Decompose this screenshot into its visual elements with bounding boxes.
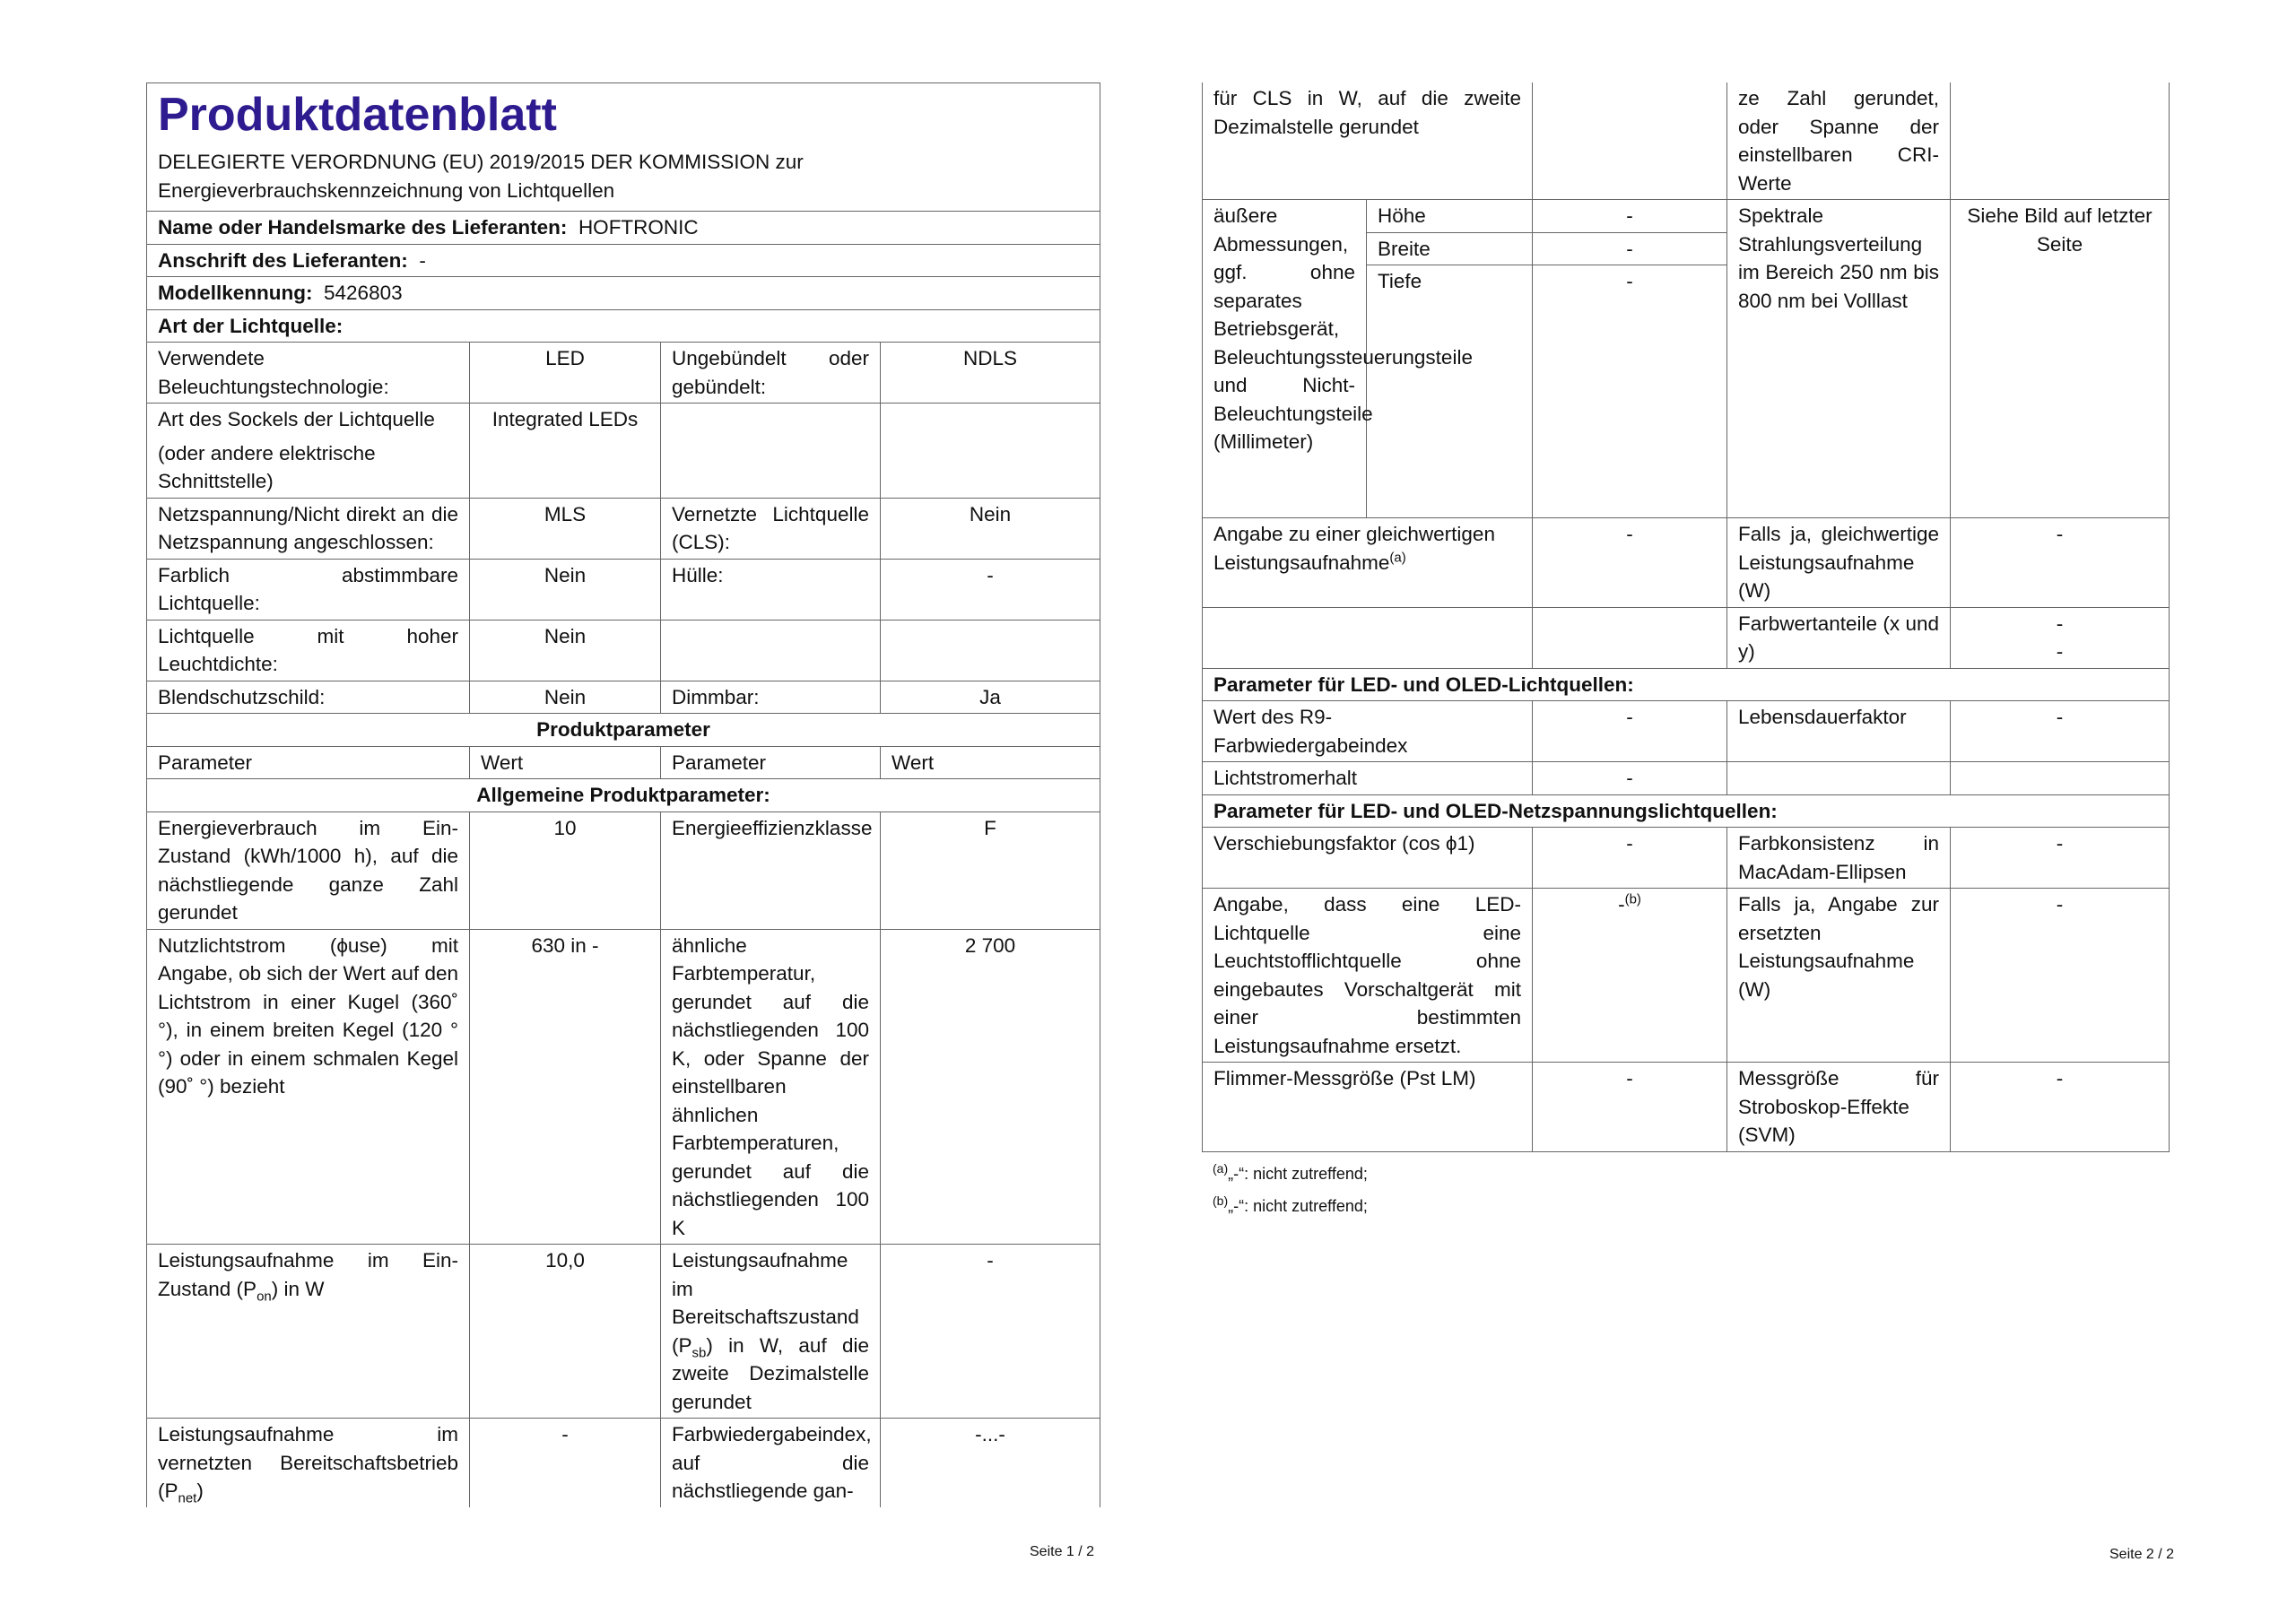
dimensions-label: äußere Abmessungen, ggf. ohne separates Betriebsgerät, Beleuchtungssteuerungsteile und Nicht-Beleuchtungsteile (Millimeter) — [1203, 200, 1367, 518]
mains-led-params-heading: Parameter für LED- und OLED-Netzspannungslichtquellen: — [1203, 794, 2170, 828]
led-params-heading: Parameter für LED- und OLED-Lichtquellen: — [1203, 668, 2170, 701]
page-title: Produktdatenblatt — [158, 89, 557, 141]
tech-value: LED — [470, 343, 661, 404]
column-header-value: Wert — [470, 746, 661, 779]
cct-value: 2 700 — [881, 929, 1100, 1245]
equivalent-power-value: - — [1533, 518, 1727, 608]
footnote-b: $^{(b)}$„-“: nicht zutreffend; — [1213, 1193, 1368, 1215]
useful-flux-value: 630 in - — [470, 929, 661, 1245]
flicker-label: Flimmer-Messgröße (Pst LM) — [1203, 1063, 1533, 1152]
supplier-row — [147, 212, 1100, 245]
mains-value: MLS — [470, 498, 661, 559]
survival-factor-label: Lebensdauerfaktor — [1727, 701, 1951, 762]
replaced-power-value: - — [1951, 889, 2170, 1063]
address-value: - — [419, 248, 426, 272]
page-1 — [146, 82, 1100, 1507]
empty-cell — [1951, 82, 2170, 200]
empty-cell — [1533, 82, 1727, 200]
mains-label: Netzspannung/Nicht direkt an die Netzspannung angeschlossen: — [147, 498, 470, 559]
equivalent-power-yes-value: - — [1951, 518, 2170, 608]
page-2 — [1202, 82, 2169, 1222]
address-row — [147, 244, 1100, 277]
stroboscopic-value: - — [1951, 1063, 2170, 1152]
product-sheet-table-page-2 — [1202, 82, 2170, 1152]
tech-label: Verwendete Beleuchtungstechnologie: — [147, 343, 470, 404]
empty-cell — [661, 404, 881, 499]
r9-label: Wert des R9-Farbwiedergabeindex — [1203, 701, 1533, 762]
tunable-value: Nein — [470, 559, 661, 620]
cls-label: Vernetzte Lichtquelle (CLS): — [661, 498, 881, 559]
footnote-a: $^{(a)}$„-“: nicht zutreffend; — [1213, 1160, 1368, 1183]
empty-cell — [1203, 607, 1533, 668]
equivalent-power-yes-label: Falls ja, gleichwertige Leistungsaufnahme (W) — [1727, 518, 1951, 608]
networked-standby-value: - — [470, 1419, 661, 1507]
height-label: Höhe — [1367, 200, 1533, 233]
high-luminance-label: Lichtquelle mit hoher Leuchtdichte: — [147, 620, 470, 681]
empty-cell — [1727, 762, 1951, 795]
cri-label: Farbwiedergabeindex, auf die nächstliegende gan- — [661, 1419, 881, 1507]
height-value: - — [1533, 200, 1727, 233]
r9-value: - — [1533, 701, 1727, 762]
column-header-parameter: Parameter — [147, 746, 470, 779]
dls-label: Ungebündelt oder gebündelt: — [661, 343, 881, 404]
lumen-maintenance-value: - — [1533, 762, 1727, 795]
column-header-parameter: Parameter — [661, 746, 881, 779]
model-label: Modellkennung: — [158, 282, 313, 304]
energy-consumption-label: Energieverbrauch im Ein-Zustand (kWh/1000 h), auf die nächstliegende ganze Zahl gerundet — [147, 812, 470, 929]
empty-cell — [1951, 762, 2170, 795]
column-header-value: Wert — [881, 746, 1100, 779]
tunable-label: Farblich abstimmbare Lichtquelle: — [147, 559, 470, 620]
displacement-factor-value: - — [1533, 828, 1727, 889]
envelope-value: - — [881, 559, 1100, 620]
energy-consumption-value: 10 — [470, 812, 661, 929]
fluorescent-replacement-value: -$^{(b)}$ — [1533, 889, 1727, 1063]
on-mode-power-value: 10,0 — [470, 1245, 661, 1419]
flicker-value: - — [1533, 1063, 1727, 1152]
cri-continued: ze Zahl gerundet, oder Spanne der einstellbaren CRI-Werte — [1727, 82, 1951, 200]
spectral-value: Siehe Bild auf letzter Seite — [1951, 200, 2170, 518]
empty-cell — [1533, 607, 1727, 668]
networked-standby-label: Leistungsaufnahme im vernetzten Bereitschaftsbetrieb $(P_{net})$ — [147, 1419, 470, 1507]
dimmable-label: Dimmbar: — [661, 681, 881, 714]
type-heading: Art der Lichtquelle: — [147, 309, 1100, 343]
dimmable-value: Ja — [881, 681, 1100, 714]
general-params-heading: Allgemeine Produktparameter: — [147, 779, 1100, 812]
equivalent-power-label: Angabe zu einer gleichwertigen Leistungsaufnahme$^{(a)}$ — [1203, 518, 1533, 608]
intro-text: DELEGIERTE VERORDNUNG (EU) 2019/2015 DER KOMMISSION zur Energieverbrauchskennzeichnung von Lichtquellen — [158, 151, 804, 202]
spectral-label: Spektrale Strahlungsverteilung im Bereich 250 nm bis 800 nm bei Volllast — [1727, 200, 1951, 518]
page-2-footer: Seite 2 / 2 — [2109, 1547, 2175, 1562]
cri-value: -...- — [881, 1419, 1100, 1507]
colour-consistency-value: - — [1951, 828, 2170, 889]
energy-class-label: Energieeffizienzklasse — [661, 812, 881, 929]
replaced-power-label: Falls ja, Angabe zur ersetzten Leistungsaufnahme (W) — [1727, 889, 1951, 1063]
empty-cell — [661, 620, 881, 681]
glare-label: Blendschutzschild: — [147, 681, 470, 714]
cls-value: Nein — [881, 498, 1100, 559]
supplier-value: HOFTRONIC — [578, 216, 699, 239]
dls-value: NDLS — [881, 343, 1100, 404]
cct-label: ähnliche Farbtemperatur, gerundet auf die nächstliegenden 100 K, oder Spanne der einstellbaren ähnlichen Farbtemperaturen, gerundet auf die nächstliegenden 100 K — [661, 929, 881, 1245]
socket-value: Integrated LEDs — [470, 404, 661, 499]
depth-value: - — [1533, 265, 1727, 518]
stroboscopic-label: Messgröße für Stroboskop-Effekte (SVM) — [1727, 1063, 1951, 1152]
page-1-footer: Seite 1 / 2 — [1030, 1544, 1095, 1559]
standby-power-value: - — [881, 1245, 1100, 1419]
colour-consistency-label: Farbkonsistenz in MacAdam-Ellipsen — [1727, 828, 1951, 889]
product-params-heading: Produktparameter — [147, 714, 1100, 747]
model-row — [147, 277, 1100, 310]
footnotes — [1202, 1158, 2169, 1222]
energy-class-value: F — [881, 812, 1100, 929]
empty-cell — [881, 404, 1100, 499]
chromaticity-value: - - — [1951, 607, 2170, 668]
header-cell — [147, 83, 1100, 212]
standby-power-label: Leistungsaufnahme im Bereitschaftszustand $(P_{sb})$ in W, auf die zweite Dezimalstelle gerundet — [661, 1245, 881, 1419]
chromaticity-label: Farbwertanteile (x und y) — [1727, 607, 1951, 668]
useful-flux-label: Nutzlichtstrom (ϕuse) mit Angabe, ob sich der Wert auf den Lichtstrom in einer Kugel (360˚ °), in einem breiten Kegel (120 °°) oder in einem schmalen Kegel (90˚ °) bezieht — [147, 929, 470, 1245]
socket-label-line-2: (oder andere elektrische Schnittstelle) — [158, 441, 376, 492]
model-value: 5426803 — [324, 282, 403, 304]
supplier-label: Name oder Handelsmarke des Lieferanten: — [158, 216, 568, 239]
width-label: Breite — [1367, 232, 1533, 265]
survival-factor-value: - — [1951, 701, 2170, 762]
glare-value: Nein — [470, 681, 661, 714]
on-mode-power-label: Leistungsaufnahme im Ein-Zustand $(P_{on})$ in W — [147, 1245, 470, 1419]
address-label: Anschrift des Lieferanten: — [158, 248, 408, 272]
lumen-maintenance-label: Lichtstromerhalt — [1203, 762, 1533, 795]
empty-cell — [881, 620, 1100, 681]
product-sheet-table-page-1 — [146, 82, 1100, 1507]
displacement-factor-label: Verschiebungsfaktor (cos ϕ1) — [1203, 828, 1533, 889]
socket-label — [147, 404, 470, 499]
fluorescent-replacement-label: Angabe, dass eine LED-Lichtquelle eine Leuchtstofflichtquelle ohne eingebautes Vorschaltgerät mit einer bestimmten Leistungsaufnahme ersetzt. — [1203, 889, 1533, 1063]
cls-standby-continued: für CLS in W, auf die zweite Dezimalstelle gerundet — [1203, 82, 1533, 200]
depth-label: Tiefe — [1367, 265, 1533, 518]
socket-label-line-1: Art des Sockels der Lichtquelle — [158, 408, 435, 430]
width-value: - — [1533, 232, 1727, 265]
high-luminance-value: Nein — [470, 620, 661, 681]
envelope-label: Hülle: — [661, 559, 881, 620]
